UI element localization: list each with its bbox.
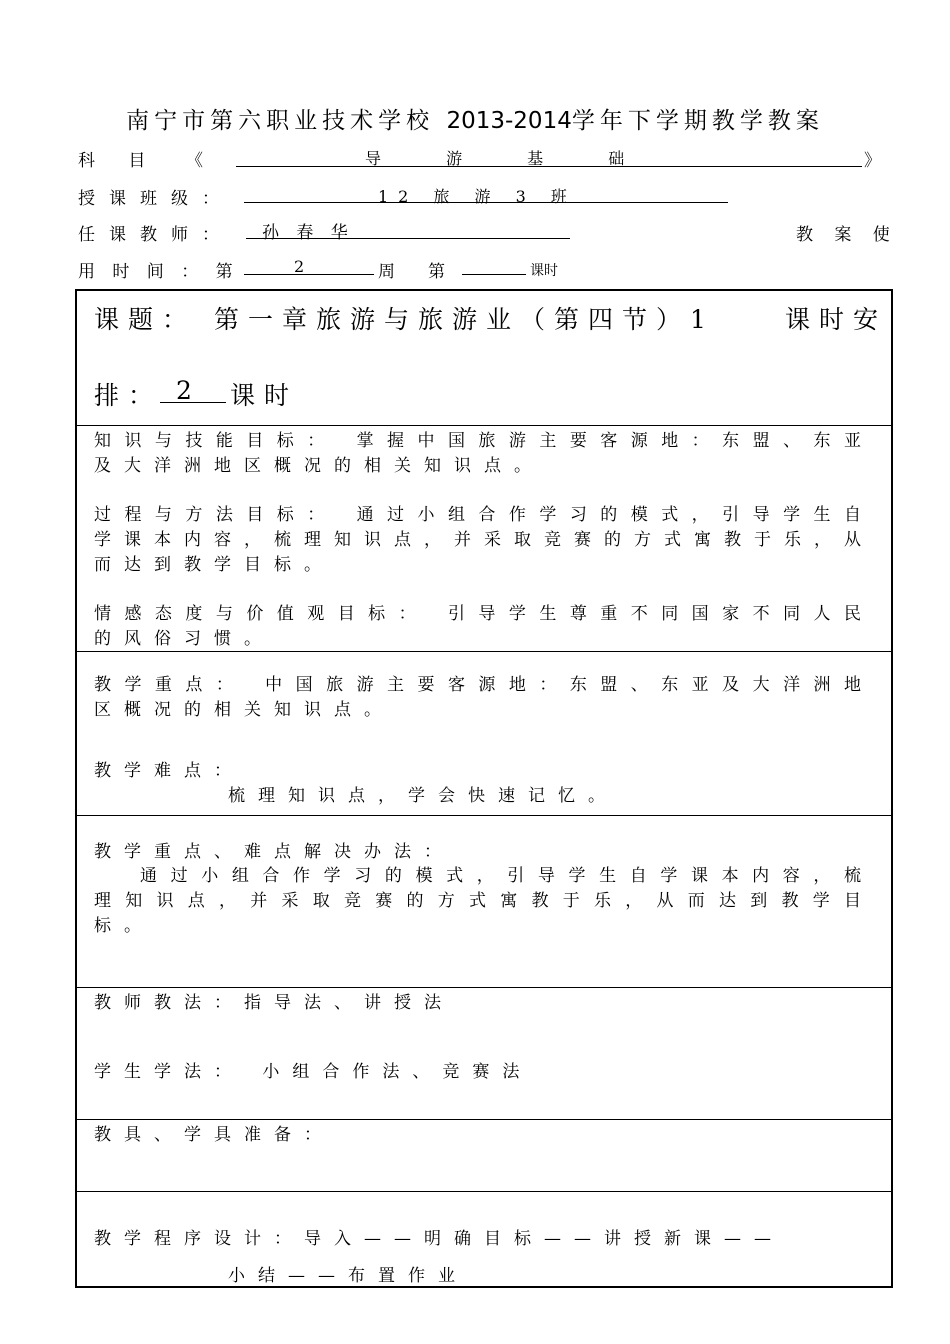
difficulty-label: 教学难点： xyxy=(94,761,244,781)
lesson-underline xyxy=(462,252,526,275)
teacher-value: 孙 春 华 xyxy=(262,223,354,243)
time-label: 用 时 间 ： 第 xyxy=(78,262,239,282)
teacher-method: 教师教法：指导法、讲授法 xyxy=(94,993,454,1013)
week-label: 周 xyxy=(378,262,395,282)
emotion-objective: 情感态度与价值观目标： 引导学生尊重不同国家不同人民的风俗习惯。 xyxy=(94,604,874,649)
week-value: 2 xyxy=(294,257,315,276)
teaching-focus: 教学重点： 中国旅游主要客源地：东盟、东亚及大洋洲地区概况的相关知识点。 xyxy=(94,675,874,720)
subject-value: 导 游 基 础 xyxy=(365,149,655,168)
process-objective: 过程与方法目标： 通过小组合作学习的模式，引导学生自学课本内容，梳理知识点，并采取竞赛的方式寓教于乐，从而达到教学目标。 xyxy=(94,505,874,575)
divider xyxy=(75,1119,893,1120)
arrange-label: 课时安 xyxy=(785,305,888,334)
topic-text: 第一章旅游与旅游业（第四节）1 xyxy=(214,305,715,334)
hours-value: 2 xyxy=(176,376,201,405)
divider xyxy=(75,987,893,988)
class-value: 12 旅 游 3 班 xyxy=(378,187,577,206)
lesson-label: 课时 xyxy=(530,263,558,279)
solution-text: 通过小组合作学习的模式，引导学生自学课本内容，梳理知识点，并采取竞赛的方式寓教于乐，从而达到教学目标。 xyxy=(94,866,874,936)
arrange-label-2: 排： xyxy=(94,381,163,410)
use-label: 教 案 使 xyxy=(796,225,898,245)
subject-close: 》 xyxy=(864,151,881,171)
knowledge-objective: 知识与技能目标： 掌握中国旅游主要客源地：东盟、东亚及大洋洲地区概况的相关知识点。 xyxy=(94,431,874,476)
topic-label: 课题： xyxy=(94,305,197,334)
difficulty-text: 梳理知识点，学会快速记忆。 xyxy=(228,786,618,806)
lesson-prefix: 第 xyxy=(428,262,445,282)
procedure-line-2: 小结——布置作业 xyxy=(228,1266,468,1286)
class-label: 授课班级： xyxy=(78,189,233,209)
divider xyxy=(75,815,893,816)
divider xyxy=(75,1191,893,1192)
subject-open: 《 xyxy=(186,151,203,171)
hours-label: 课时 xyxy=(230,381,299,410)
subject-label: 科 目 xyxy=(78,151,160,171)
procedure-line-1: 教学程序设计：导入——明确目标——讲授新课—— xyxy=(94,1229,784,1249)
divider xyxy=(75,425,893,426)
tools-label: 教具、学具准备： xyxy=(94,1125,334,1145)
page-title: 南宁市第六职业技术学校 2013-2014学年下学期教学教案 xyxy=(126,108,824,134)
solution-label: 教学重点、难点解决办法： xyxy=(94,842,454,862)
student-method: 学生学法： 小组合作法、竞赛法 xyxy=(94,1062,533,1082)
teacher-label: 任课教师： xyxy=(78,225,233,245)
